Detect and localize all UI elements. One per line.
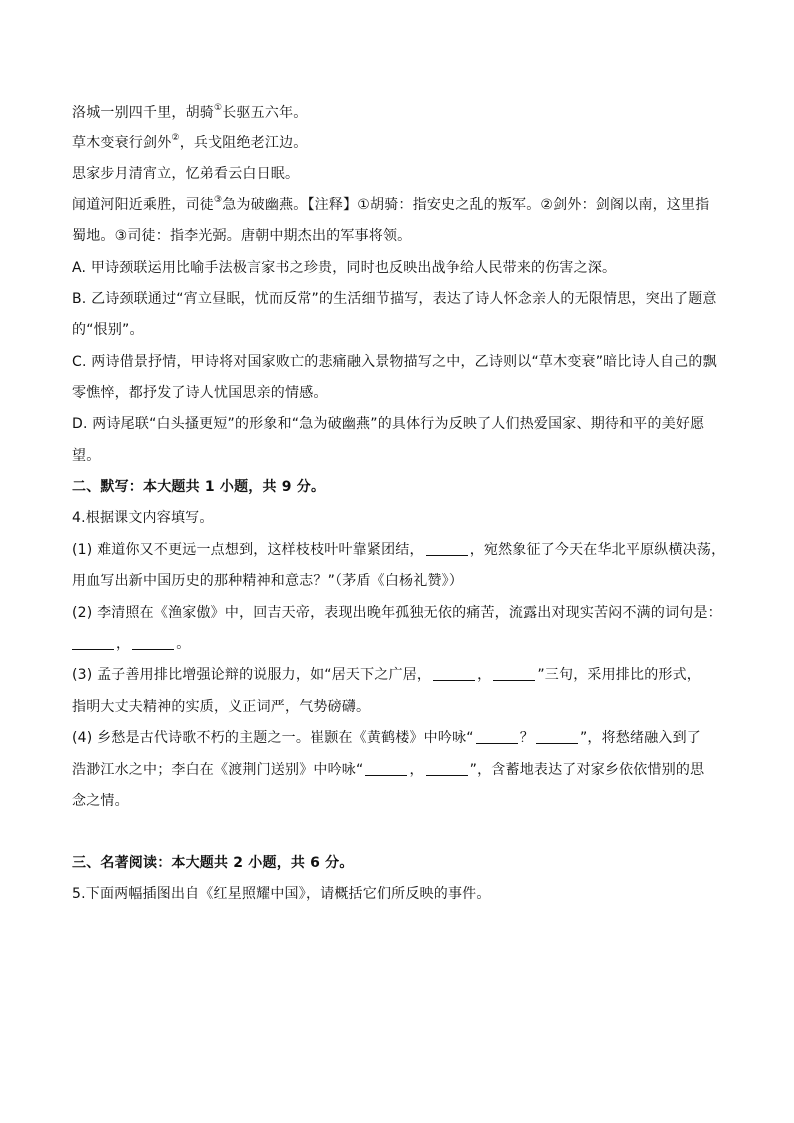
poem-line-4: 闻道河阳近乘胜，司徒③急为破幽燕。【注释】①胡骑：指安史之乱的叛军。②剑外：剑阁以南，这里指 — [72, 195, 710, 213]
option-b-line-2: 的“恨别”。 — [72, 322, 144, 338]
sub-question-1-line-2: 用血写出新中国历史的那种精神和意志？”（茅盾《白杨礼赞》） — [72, 573, 464, 589]
fill-blank[interactable] — [536, 729, 578, 744]
poem-annotation-cont: 蜀地。③司徒：指李光弼。唐朝中期杰出的军事将领。 — [72, 228, 412, 244]
sub-question-4-line-2: 浩渺江水之中；李白在《渡荆门送别》中吟咏“ ， ”，含蓄地表达了对家乡依依惜别的思 — [72, 762, 705, 778]
fill-blank[interactable] — [426, 541, 468, 556]
footnote-marker: ② — [171, 133, 180, 144]
sub-question-4-line-1: (4) 乡愁是古代诗歌不朽的主题之一。崔颢在《黄鹤楼》中吟咏“ ？ ”，将愁绪融入到了 — [72, 730, 701, 746]
option-d-line-1: D. 两诗尾联“白头搔更短”的形象和“急为破幽燕”的具体行为反映了人们热爱国家、期待和平的美好愿 — [72, 416, 705, 432]
sub-question-4-line-3: 念之情。 — [72, 793, 129, 809]
poem-line-3: 思家步月清宵立，忆弟看云白日眠。 — [72, 166, 300, 182]
option-a: A. 甲诗颈联运用比喻手法极言家书之珍贵，同时也反映出战争给人民带来的伤害之深。 — [72, 260, 617, 276]
poem-line-1: 洛城一别四千里，胡骑①长驱五六年。 — [72, 103, 308, 121]
option-c-line-2: 零憔悴，都抒发了诗人忧国思亲的情感。 — [72, 385, 328, 401]
fill-blank[interactable] — [493, 666, 535, 681]
sub-question-1-line-1: (1) 难道你又不更远一点想到，这样枝枝叶叶靠紧团结， ，宛然象征了今天在华北平原纵横决荡， — [72, 542, 726, 558]
question-4: 4.根据课文内容填写。 — [72, 510, 214, 526]
fill-blank[interactable] — [72, 635, 114, 650]
question-5: 5.下面两幅插图出自《红星照耀中国》，请概括它们所反映的事件。 — [72, 886, 491, 902]
fill-blank[interactable] — [365, 761, 407, 776]
footnote-marker: ③ — [214, 195, 223, 206]
fill-blank[interactable] — [426, 761, 468, 776]
sub-question-3-line-1: (3) 孟子善用排比增强论辩的说服力，如“居天下之广居， ， ”三句，采用排比的形式， — [72, 667, 701, 683]
option-b-line-1: B. 乙诗颈联通过“宵立昼眠，忧而反常”的生活细节描写，表达了诗人怀念亲人的无限情思，突出了题意 — [72, 291, 717, 307]
section-3-heading: 三、名著阅读：本大题共 2 小题，共 6 分。 — [72, 855, 354, 871]
option-c-line-1: C. 两诗借景抒情，甲诗将对国家败亡的悲痛融入景物描写之中，乙诗则以“草木变衰”暗比诗人自己的飘 — [72, 354, 717, 370]
fill-blank[interactable] — [433, 666, 475, 681]
fill-blank[interactable] — [476, 729, 518, 744]
fill-blank[interactable] — [132, 635, 174, 650]
footnote-marker: ① — [214, 103, 223, 114]
poem-line-2: 草木变衰行剑外②，兵戈阻绝老江边。 — [72, 133, 308, 151]
sub-question-3-line-2: 指明大丈夫精神的实质，义正词严，气势磅礴。 — [72, 699, 371, 715]
option-d-line-2: 望。 — [72, 448, 101, 464]
section-2-heading: 二、默写：本大题共 1 小题，共 9 分。 — [72, 479, 326, 495]
sub-question-2-line-1: (2) 李清照在《渔家傲》中，回吉天帝，表现出晚年孤独无依的痛苦，流露出对现实苦闷不满的词句是： — [72, 605, 722, 621]
sub-question-2-line-2: ， 。 — [72, 634, 190, 654]
